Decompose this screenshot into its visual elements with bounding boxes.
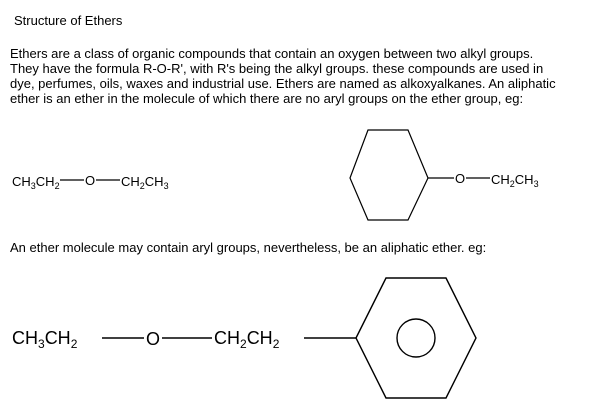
diethyl-ether-right-group: $CH_2CH_3$ [121, 174, 169, 191]
aryl-paragraph: An ether molecule may contain aryl groups, nevertheless, be an aliphatic ether. eg: [10, 240, 487, 255]
cyclohexyl-ether-oxygen: O [455, 171, 466, 186]
intro-paragraph [10, 46, 556, 106]
diethyl-ether-left-group: $CH_3CH_2$ [12, 174, 60, 191]
benzene-ring [356, 278, 476, 398]
diethyl-ether-structure [0, 160, 200, 200]
phenethyl-ether-left-group: $CH_3CH_2$ [12, 328, 78, 351]
phenethyl-ethyl-ether-structure [0, 272, 480, 402]
diethyl-ether-oxygen: O [85, 173, 96, 188]
phenethyl-ether-oxygen: O [146, 329, 161, 349]
intro-line: dye, perfumes, oils, waxes and industrial use. Ethers are named as alkoxyalkanes. An aliphatic [10, 76, 556, 91]
intro-line: They have the formula R-O-R', with R's being the alkyl groups. these compounds are used in [10, 61, 544, 76]
page-title: Structure of Ethers [14, 13, 123, 28]
phenethyl-ether-right-group: $CH_2CH_2$ [214, 328, 280, 351]
intro-line: ether is an ether in the molecule of which there are no aryl groups on the ether group, eg: [10, 91, 524, 106]
aromatic-circle [397, 319, 435, 357]
cyclohexyl-ethyl-ether-structure [330, 125, 570, 225]
intro-line: Ethers are a class of organic compounds that contain an oxygen between two alkyl groups. [10, 46, 534, 61]
cyclohexane-ring [350, 130, 428, 220]
cyclohexyl-ether-right-group: $CH_2CH_3$ [491, 172, 539, 189]
